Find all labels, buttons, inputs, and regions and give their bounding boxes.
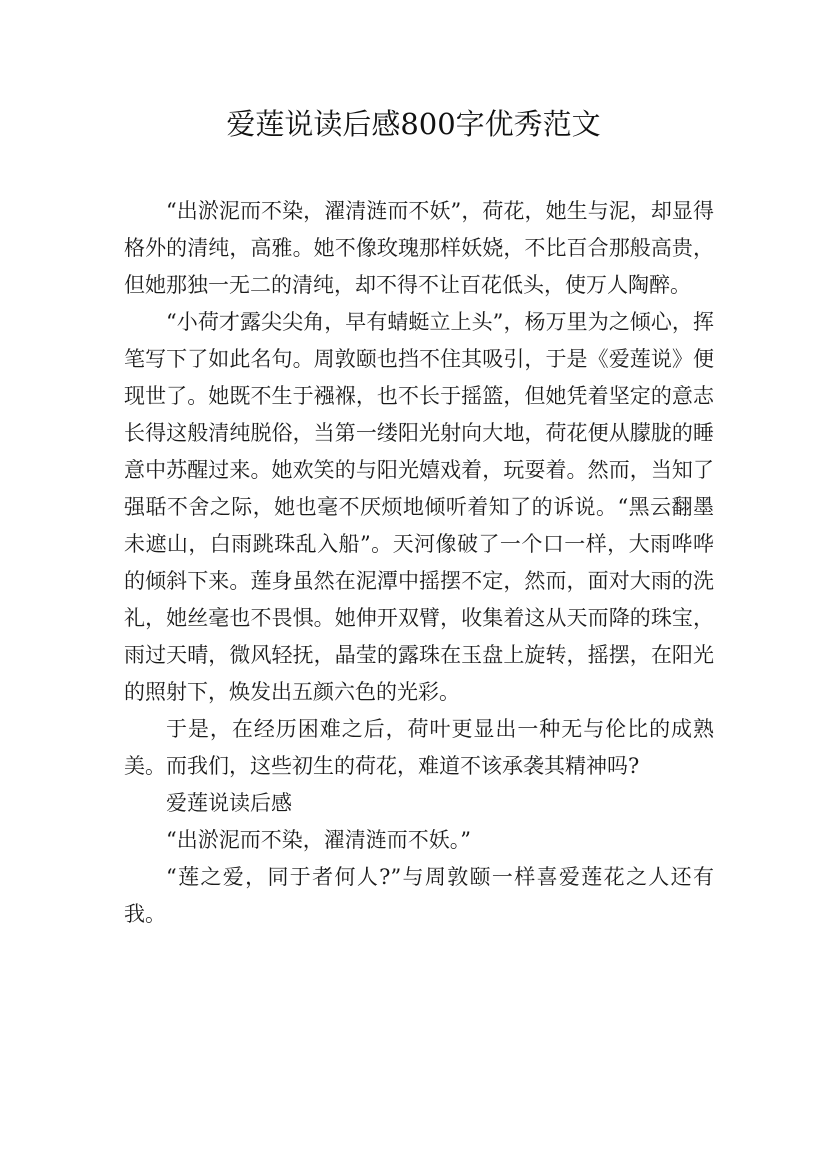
- document-title: 爱莲说读后感800字优秀范文: [226, 107, 601, 141]
- subheading-paragraph: 爱莲说读后感: [166, 791, 292, 815]
- paragraph-3: 于是，在经历困难之后，荷叶更显出一种无与伦比的成熟美。而我们，这些初生的荷花，难道不该承袭其精神吗?: [124, 717, 714, 778]
- paragraph-1: “出淤泥而不染，濯清涟而不妖”，荷花，她生与泥，却显得格外的清纯，高雅。她不像玫瑰那样妖娆，不比百合那般高贵，但她那独一无二的清纯，却不得不让百花低头，使万人陶醉。: [124, 199, 714, 297]
- quote-paragraph: “出淤泥而不染，濯清涟而不妖。”: [166, 828, 471, 852]
- paragraph-6: “莲之爱，同于者何人?”与周敦颐一样喜爱莲花之人还有我。: [124, 865, 714, 926]
- paragraph-2: “小荷才露尖尖角，早有蜻蜓立上头”，杨万里为之倾心，挥笔写下了如此名句。周敦颐也挡不住其吸引，于是《爱莲说》便现世了。她既不生于襁褓，也不长于摇篮，但她凭着坚定的意志长得这般清纯脱俗，当第一缕阳光射向大地，荷花便从朦胧的睡意中苏醒过来。她欢笑的与阳光嬉戏着，玩耍着。然而，当知了强聒不舍之际，她也毫不厌烦地倾听着知了的诉说。“黑云翻墨未遮山，白雨跳珠乱入船”。天河像破了一个口一样，大雨哗哗的倾斜下来。莲身虽然在泥潭中摇摆不定，然而，面对大雨的洗礼，她丝毫也不畏惧。她伸开双臂，收集着这从天而降的珠宝，雨过天晴，微风轻抚，晶莹的露珠在玉盘上旋转，摇摆，在阳光的照射下，焕发出五颜六色的光彩。: [124, 310, 714, 704]
- document-body: [124, 193, 714, 933]
